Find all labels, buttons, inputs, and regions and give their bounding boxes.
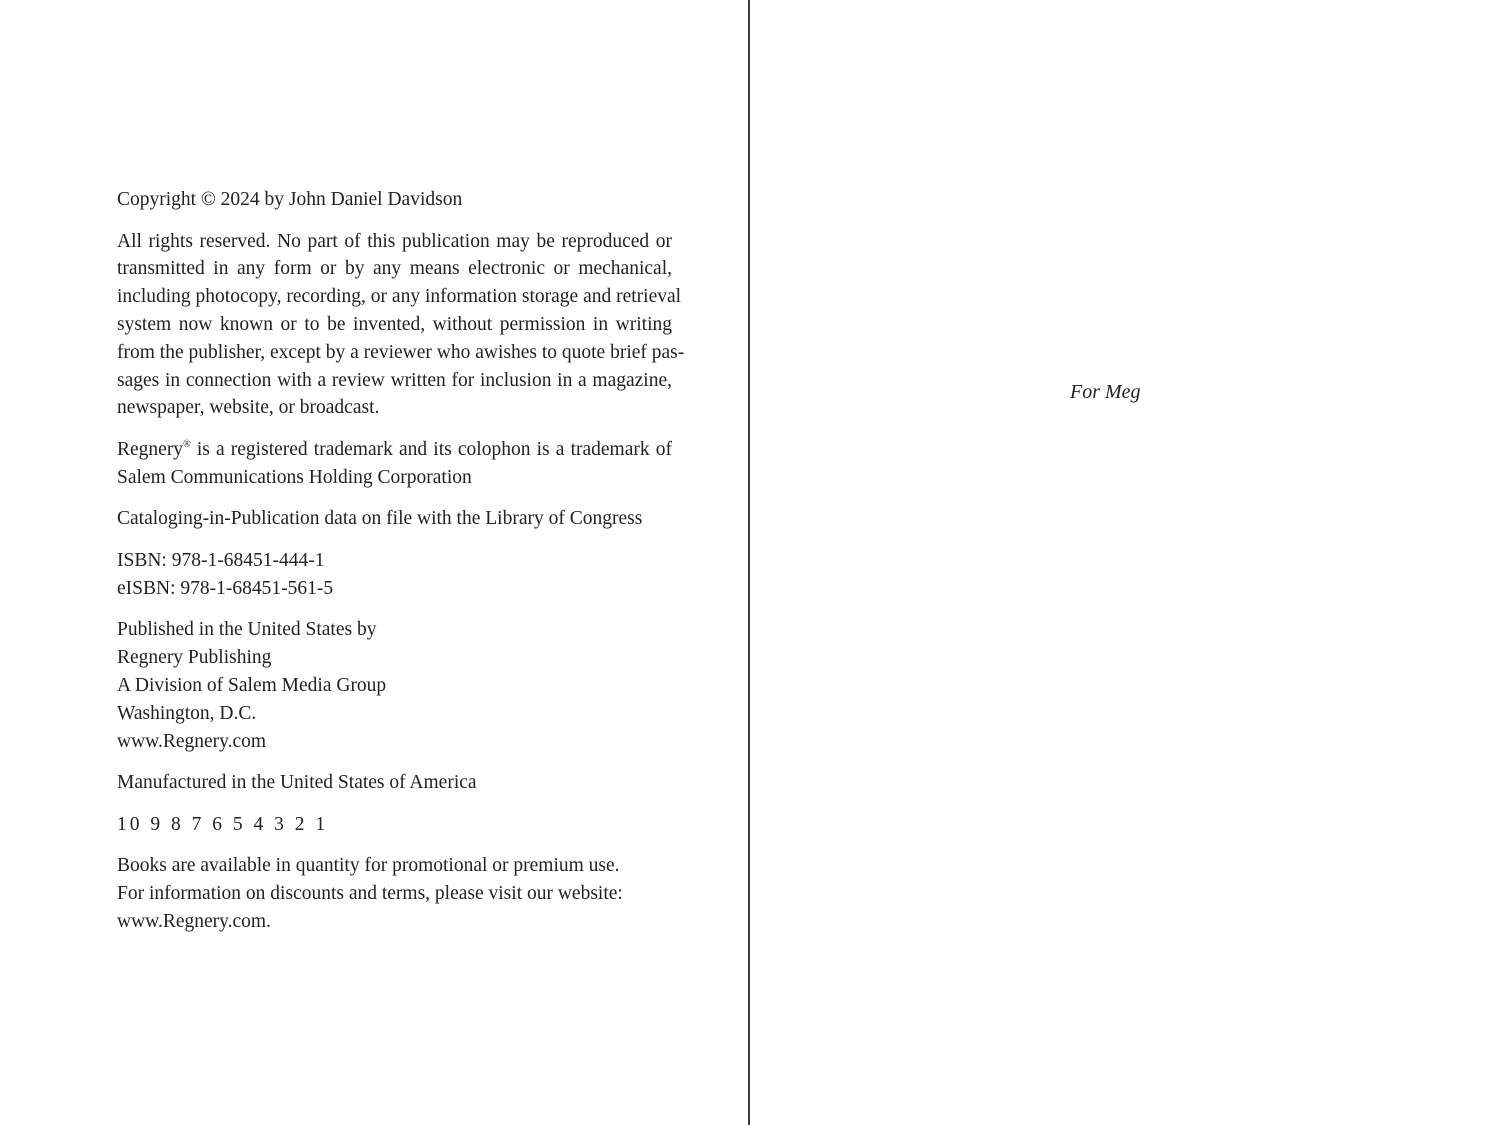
copyright-text-block (117, 186, 685, 950)
availability-website: www.Regnery.com. (117, 910, 271, 932)
publisher-line: A Division of Salem Media Group (117, 674, 387, 696)
availability-line: Books are available in quantity for promotional or premium use. (117, 855, 620, 877)
eisbn-line: eISBN: 978-1-68451-561-5 (117, 577, 334, 599)
publisher-line: Regnery Publishing (117, 647, 272, 669)
rights-line: All rights reserved. No part of this publication may be reproduced or (117, 230, 672, 252)
cataloging-paragraph (117, 505, 672, 533)
dedication-page (750, 0, 1500, 1125)
cataloging-line: Cataloging-in-Publication data on file with the Library of Congress (117, 508, 643, 530)
copyright-page (0, 0, 749, 1125)
registered-mark: ® (183, 438, 191, 450)
manufactured-paragraph (117, 769, 672, 797)
dedication-text: For Meg (1070, 381, 1141, 403)
trademark-text: is a registered trademark and its colophon is a trademark of (190, 438, 672, 460)
rights-line: sages in connection with a review written for inclusion in a magazine, (117, 369, 672, 391)
publisher-website: www.Regnery.com (117, 730, 267, 752)
trademark-line (117, 436, 672, 464)
rights-line: transmitted in any form or by any means electronic or mechanical, (117, 258, 672, 280)
availability-paragraph (117, 852, 672, 935)
publisher-line: Washington, D.C. (117, 702, 257, 724)
isbn-paragraph (117, 547, 672, 603)
isbn-line: ISBN: 978-1-68451-444-1 (117, 549, 325, 571)
publisher-line: Published in the United States by (117, 619, 377, 641)
trademark-line: Salem Communications Holding Corporation (117, 466, 472, 488)
printing-number-paragraph (117, 811, 672, 839)
trademark-name: Regnery (117, 438, 184, 460)
copyright-notice (117, 186, 672, 214)
printing-number-line: 10 9 8 7 6 5 4 3 2 1 (117, 813, 329, 835)
rights-line: including photocopy, recording, or any information storage and retrieval (117, 286, 682, 308)
publisher-paragraph (117, 616, 672, 755)
rights-reserved-paragraph (117, 228, 685, 423)
manufactured-line: Manufactured in the United States of America (117, 772, 477, 794)
availability-line: For information on discounts and terms, please visit our website: (117, 883, 623, 905)
trademark-paragraph (117, 436, 672, 492)
copyright-line: Copyright © 2024 by John Daniel Davidson (117, 189, 463, 210)
rights-line: newspaper, website, or broadcast. (117, 397, 380, 419)
rights-line: from the publisher, except by a reviewer who awishes to quote brief pas- (117, 341, 685, 363)
rights-line: system now known or to be invented, without permission in writing (117, 313, 672, 335)
